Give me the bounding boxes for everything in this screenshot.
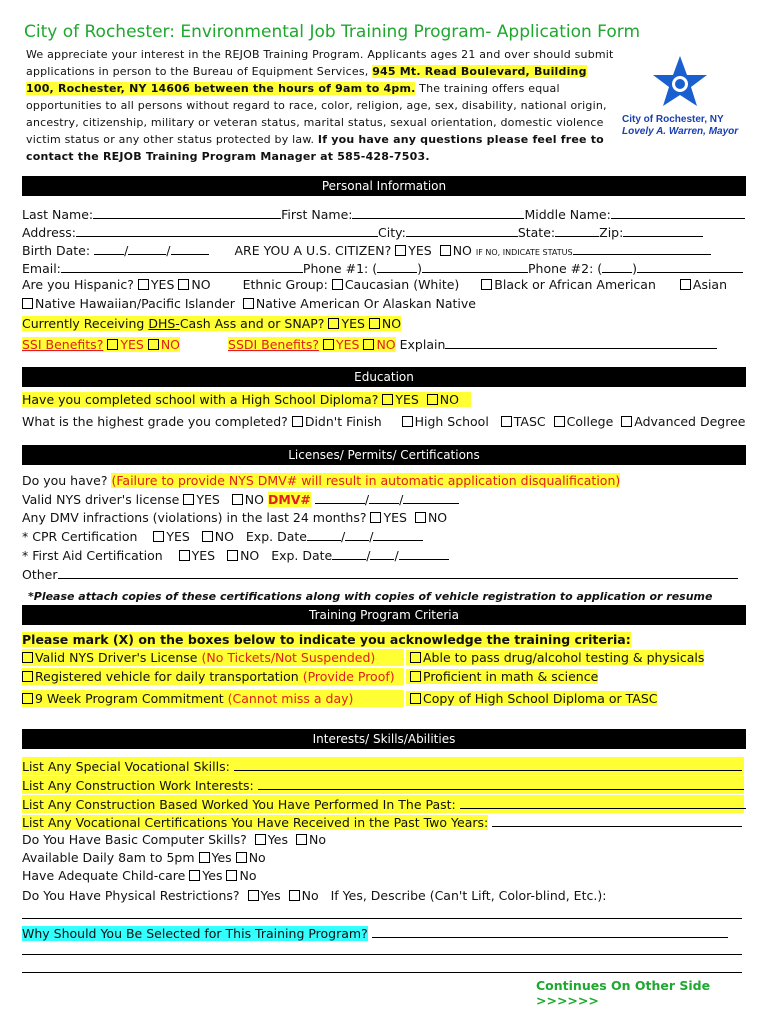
physical-no-label: No [301,888,319,903]
first-aid-label: * First Aid Certification [22,548,163,563]
form-title: City of Rochester: Environmental Job Training Program- Application Form [24,22,641,42]
dhs-row [22,315,401,332]
tasc-label: TASC [513,414,546,429]
criteria-intro: Please mark (X) on the boxes below to indicate you acknowledge the training criteria: [22,632,631,647]
infractions-no-label: NO [427,510,448,525]
hispanic-no-checkbox[interactable] [178,279,189,290]
c3-note: (Provide Proof) [302,669,395,684]
intro-address: 945 Mt. Read Boulevard, Building 100, Rochester, NY 14606 between the hours of 9am to 4pm. [26,65,587,95]
computer-yes-checkbox[interactable] [255,834,266,845]
name-row [22,205,745,223]
first-aid-exp-month[interactable] [332,546,366,560]
diploma-group [22,392,471,407]
black-checkbox[interactable] [481,279,492,290]
available-row [22,849,266,866]
available-yes-checkbox[interactable] [199,852,210,863]
physical-yes-checkbox[interactable] [248,890,259,901]
cpr-row: * CPR Certification YES NO Exp. Date / / [22,527,423,545]
explain-label: Explain [399,337,446,352]
vocational-label: List Any Special Vocational Skills: [22,759,230,774]
c4-checkbox[interactable] [410,671,421,682]
phone2-area-field[interactable] [602,259,632,273]
email-row: Email: Phone #1: ( ) Phone #2: ( ) [22,259,743,277]
first-aid-exp-year[interactable] [399,546,449,560]
high-school-checkbox[interactable] [402,416,413,427]
hawaiian-label: Native Hawaiian/Pacific Islander [35,296,235,311]
college-checkbox[interactable] [554,416,565,427]
cpr-label: * CPR Certification [22,529,138,544]
ssdi-yes-checkbox[interactable] [323,339,334,350]
dmv-label: DMV# [267,492,311,507]
middle-name-label: Middle Name: [524,207,611,222]
criteria-row-2 [22,668,598,685]
citizen-status-field[interactable] [573,241,711,255]
criteria-c6-group [406,691,657,706]
diploma-no-checkbox[interactable] [427,394,438,405]
why-field[interactable] [372,924,728,938]
birth-day-field[interactable] [128,241,166,255]
c1-label: Valid NYS Driver's License [35,650,198,665]
construction-label: List Any Construction Work Interests: [22,778,254,793]
license-yes-label: YES [196,492,220,507]
logo-mayor-text: Lovely A. Warren, Mayor [622,126,739,137]
section-interests-header: Interests/ Skills/Abilities [22,729,746,749]
citizen-label: ARE YOU A U.S. CITIZEN? [234,243,392,258]
hispanic-row [22,276,727,293]
middle-name-field[interactable] [611,205,745,219]
citizen-yes-label: YES [408,243,432,258]
dhs-rest: Cash Ass and or SNAP? [179,316,325,331]
why-line-2[interactable] [22,954,742,955]
ssi-yes-label: YES [120,337,144,352]
c3-checkbox[interactable] [22,671,33,682]
caucasian-label: Caucasian (White) [344,277,460,292]
childcare-no-checkbox[interactable] [226,870,237,881]
computer-no-label: No [308,832,326,847]
native-american-label: Native American Or Alaskan Native [255,296,476,311]
tasc-checkbox[interactable] [501,416,512,427]
diploma-yes-label: YES [395,392,419,407]
first-aid-no-checkbox[interactable] [227,550,238,561]
intro-contact: If you have any questions please feel free to contact the REJOB Training Program Manager at 585-428-7503. [26,133,604,163]
grade-row [22,413,745,430]
caucasian-checkbox[interactable] [332,279,343,290]
explain-field[interactable] [445,335,717,349]
ethnic-row-2 [22,295,476,312]
college-label: College [566,414,614,429]
high-school-label: High School [414,414,489,429]
c6-label: Copy of High School Diploma or TASC [423,691,658,706]
diploma-question: Have you completed school with a High School Diploma? [22,392,379,407]
advanced-degree-checkbox[interactable] [621,416,632,427]
available-label: Available Daily 8am to 5pm [22,850,195,865]
last-name-label: Last Name: [22,207,94,222]
physical-row [22,887,606,904]
c2-label: Able to pass drug/alcohol testing & physicals [423,650,705,665]
ssdi-yes-label: YES [335,337,360,352]
citizen-no-label: NO [452,243,472,258]
section-criteria-header: Training Program Criteria [22,605,746,625]
cpr-exp-label: Exp. Date [245,529,307,544]
criteria-intro-row [22,631,631,648]
do-you-have-label: Do you have? [22,473,108,488]
why-label: Why Should You Be Selected for This Training Program? [22,926,368,941]
other-row [22,565,738,583]
cpr-yes-label: YES [166,529,190,544]
cpr-exp-month[interactable] [307,527,341,541]
license-no-checkbox[interactable] [232,494,243,505]
state-field[interactable] [555,223,599,237]
construction-field[interactable] [258,776,744,790]
available-no-checkbox[interactable] [236,852,247,863]
diploma-yes-checkbox[interactable] [382,394,393,405]
birth-month-field[interactable] [94,241,124,255]
asian-label: Asian [692,277,728,292]
physical-no-checkbox[interactable] [289,890,300,901]
cpr-exp-day[interactable] [345,527,369,541]
ssdi-label-group [228,337,396,352]
diploma-no-label: NO [439,392,459,407]
disqualification-warning: (Failure to provide NYS DMV# will result in automatic application disqualification) [111,473,621,488]
ssdi-no-label: NO [376,337,396,352]
c5-note: (Cannot miss a day) [227,691,354,706]
grade-question: What is the highest grade you completed? [22,414,288,429]
ssi-yes-checkbox[interactable] [107,339,118,350]
hispanic-yes-checkbox[interactable] [138,279,149,290]
native-american-checkbox[interactable] [243,298,254,309]
criteria-row-3 [22,690,657,707]
ssdi-no-checkbox[interactable] [363,339,374,350]
first-aid-exp-label: Exp. Date [271,548,333,563]
cpr-exp-year[interactable] [373,527,423,541]
criteria-c2-group [406,650,704,665]
ssi-no-label: NO [160,337,181,352]
last-name-field[interactable] [93,205,281,219]
first-aid-exp-day[interactable] [370,546,394,560]
computer-label: Do You Have Basic Computer Skills? [22,832,247,847]
didnt-finish-checkbox[interactable] [292,416,303,427]
c2-checkbox[interactable] [410,652,421,663]
childcare-row [22,867,256,884]
infractions-yes-checkbox[interactable] [370,512,381,523]
criteria-c3-group [22,668,404,685]
ssi-no-checkbox[interactable] [148,339,159,350]
black-label: Black or African American [494,277,656,292]
license-yes-checkbox[interactable] [183,494,194,505]
asian-checkbox[interactable] [680,279,691,290]
dhs-yes-label: YES [341,316,365,331]
ssi-row [22,335,717,353]
email-label: Email: [22,261,61,276]
hispanic-label: Are you Hispanic? [22,277,134,292]
citizen-yes-checkbox[interactable] [395,245,406,256]
birth-date-label: Birth Date: [22,243,91,258]
criteria-c4-group [406,669,598,684]
c5-checkbox[interactable] [22,693,33,704]
other-label: Other [22,567,58,582]
advanced-degree-label: Advanced Degree [634,414,746,429]
performed-field[interactable] [460,795,746,809]
cpr-no-checkbox[interactable] [202,531,213,542]
phone2-field[interactable] [637,259,743,273]
intro-text-2: The training offers equal opportunities to all persons without regard to race, color, religion, age, sex, disability, national origin, ancestry, citizenship, military or veteran status, marital status, sexual orientation, domestic violence victim status or any other status protected by law. [26,82,607,146]
citizen-no-checkbox[interactable] [440,245,451,256]
first-name-label: First Name: [281,207,353,222]
phone1-area-field[interactable] [377,259,417,273]
city-label: City: [378,225,406,240]
vocational-row [22,757,744,775]
logo-city-text: City of Rochester, NY [622,114,724,125]
childcare-no-label: No [239,868,257,883]
continues-text: Continues On Other Side >>>>>> [536,978,711,1008]
state-label: State: [517,225,556,240]
certs-field[interactable] [492,813,742,827]
valid-license-label: Valid NYS driver's license [22,492,180,507]
childcare-label: Have Adequate Child-care [22,868,186,883]
c3-label: Registered vehicle for daily transportation [35,669,299,684]
license-no-label: NO [244,492,264,507]
available-yes-label: Yes [211,850,232,865]
dhs-text: Currently Receiving [22,316,149,331]
dhs-underlined: DHS- [148,316,180,331]
computer-yes-label: Yes [267,832,288,847]
address-row [22,223,703,241]
physical-label: Do You Have Physical Restrictions? [22,888,240,903]
c1-note: (No Tickets/Not Suspended) [201,650,376,665]
computer-row [22,831,326,848]
c4-label: Proficient in math & science [423,669,599,684]
infractions-label: Any DMV infractions (violations) in the last 24 months? [22,510,367,525]
first-name-field[interactable] [352,205,524,219]
address-field[interactable] [76,223,378,237]
c6-checkbox[interactable] [410,693,421,704]
c5-label: 9 Week Program Commitment [35,691,224,706]
dhs-label [22,316,401,331]
other-field[interactable] [58,565,738,579]
birth-row: Birth Date: / / ARE YOU A U.S. CITIZEN? YES NO IF NO, INDICATE STATUS [22,241,711,261]
dmv-field-1[interactable] [315,490,365,504]
ssi-label: SSI Benefits? [22,337,104,352]
dhs-no-label: NO [381,316,402,331]
c1-checkbox[interactable] [22,652,33,663]
ethnic-group-label: Ethnic Group: [242,277,328,292]
certs-label: List Any Vocational Certifications You Have Received in the Past Two Years: [22,815,489,830]
diploma-row [22,391,471,408]
dhs-no-checkbox[interactable] [369,318,380,329]
address-label: Address: [22,225,76,240]
infractions-no-checkbox[interactable] [415,512,426,523]
do-you-have-row [22,472,620,489]
dhs-yes-checkbox[interactable] [328,318,339,329]
performed-label: List Any Construction Based Worked You Have Performed In The Past: [22,797,456,812]
city-field[interactable] [406,223,518,237]
zip-label: Zip: [599,225,624,240]
section-education-header: Education [22,367,746,387]
hispanic-yes-label: YES [150,277,175,292]
license-row: Valid NYS driver's license YES NO DMV# / / [22,490,459,508]
why-row [22,924,728,942]
section-personal-header: Personal Information [22,176,746,196]
describe-label: If Yes, Describe (Can't Lift, Color-blind, Etc.): [330,888,607,903]
section-licenses-header: Licenses/ Permits/ Certifications [22,445,746,465]
cpr-yes-checkbox[interactable] [153,531,164,542]
cpr-no-label: NO [214,529,234,544]
criteria-row-1 [22,649,704,666]
criteria-c5-group [22,690,404,707]
first-aid-yes-checkbox[interactable] [179,550,190,561]
ssdi-label: SSDI Benefits? [228,337,319,352]
citizen-status-label: IF NO, INDICATE STATUS [475,248,573,257]
childcare-yes-label: Yes [202,868,223,883]
first-aid-no-label: NO [240,548,260,563]
infractions-yes-label: YES [383,510,407,525]
physical-describe-line[interactable] [22,918,742,919]
phone1-field[interactable] [422,259,528,273]
dmv-field-3[interactable] [403,490,459,504]
intro-paragraph [26,46,616,165]
phone2-label: Phone #2: ( [527,261,603,276]
construction-row [22,776,744,794]
first-aid-row: * First Aid Certification YES NO Exp. Date / / [22,546,449,564]
birth-year-field[interactable] [171,241,209,255]
hawaiian-checkbox[interactable] [22,298,33,309]
attach-note: *Please attach copies of these certifications along with copies of vehicle registration to application or resume [28,590,713,603]
ssi-label-group [22,337,180,352]
hispanic-no-label: NO [191,277,211,292]
vocational-field[interactable] [234,757,742,771]
childcare-yes-checkbox[interactable] [189,870,200,881]
email-field[interactable] [61,259,303,273]
criteria-c1-group [22,649,404,666]
first-aid-yes-label: YES [191,548,216,563]
zip-field[interactable] [623,223,703,237]
didnt-finish-label: Didn't Finish [304,414,382,429]
computer-no-checkbox[interactable] [296,834,307,845]
phone1-label: Phone #1: ( [302,261,378,276]
performed-row [22,795,744,813]
certs-row [22,813,742,831]
available-no-label: No [248,850,266,865]
dmv-field-2[interactable] [369,490,399,504]
intro-text-1: We appreciate your interest in the REJOB Training Program. Applicants ages 21 and over should submit applications in person to the Bureau of Equipment Services, [26,48,614,78]
why-line-3[interactable] [22,972,742,973]
physical-yes-label: Yes [260,888,281,903]
infractions-row [22,509,447,526]
